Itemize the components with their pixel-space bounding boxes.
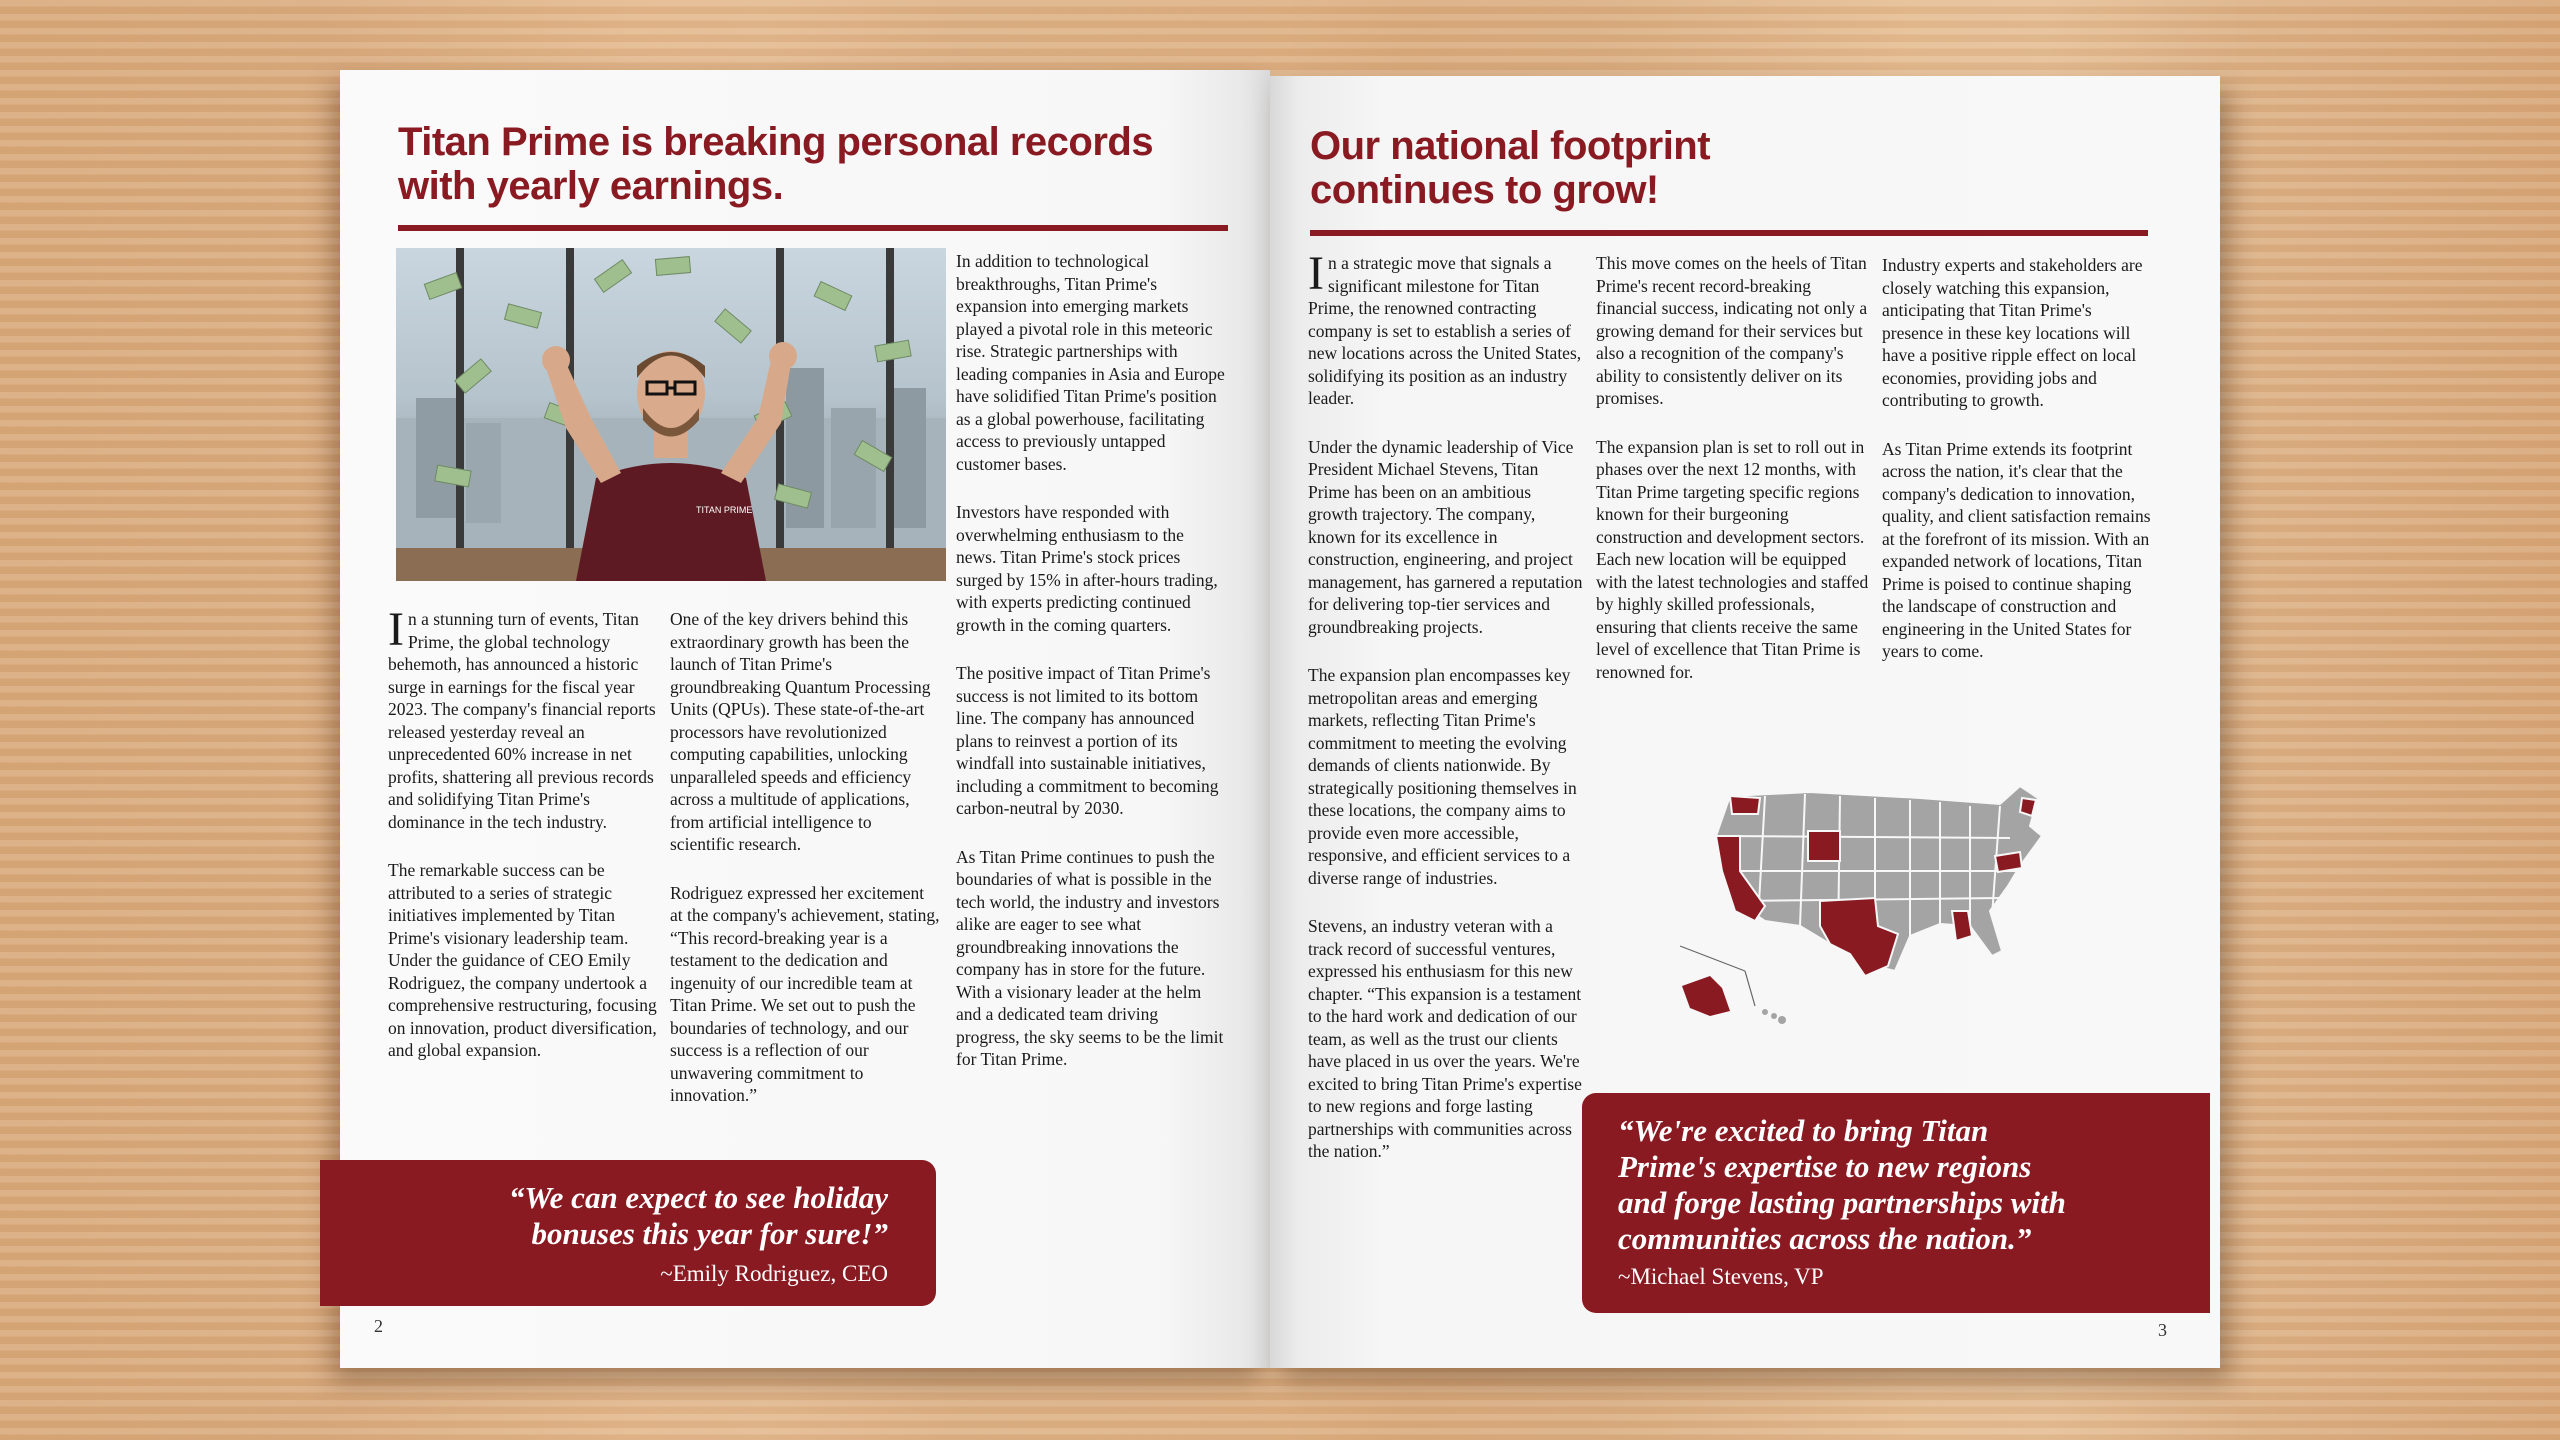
right-col3-para1: Industry experts and stakeholders are closely watching this expansion, anticipating that Titan Prime's presence in these key locations will have a positive ripple effect on local economies, providing jobs and contributing to growth.: [1882, 255, 2143, 410]
left-col2-para1: One of the key drivers behind this extraordinary growth has been the launch of Titan Prime's groundbreaking Quantum Processing Units (QPUs). These state-of-the-art processors have revolutionized computing capabilities, unlocking unparalleled speeds and efficiency across a multitude of applications, from artificial intelligence to scientific research.: [670, 609, 931, 854]
right-headline-rule: [1310, 230, 2148, 236]
right-col2-para1: This move comes on the heels of Titan Prime's recent record-breaking financial success, indicating not only a growing demand for their services but also a recognition of the company's ability to consistently deliver on its promises.: [1596, 253, 1868, 408]
right-headline-line2: continues to grow!: [1310, 168, 1659, 212]
usa-map-svg: [1670, 776, 2070, 1056]
right-col2-para2: The expansion plan is set to roll out in phases over the next 12 months, with Titan Prime targeting specific regions known for their burgeoning construction and development sectors. Each new location will be equipped with the latest technologies and staffed by highly skilled professionals, ensuring that clients receive the same level of excellence that Titan Prime is renowned for.: [1596, 436, 1869, 682]
left-col2-para2: Rodriguez expressed her excitement at the company's achievement, stating, “This record-breaking year is a testament to the dedication and ingenuity of our incredible team at Titan Prime. We set out to push the boundaries of technology, and our success is a reflection of our unwavering commitment to innovation.”: [670, 882, 940, 1105]
right-col-2: [1596, 252, 1871, 709]
left-col-1: [388, 603, 658, 1088]
dropcap: I: [388, 603, 404, 656]
state-virginia: [1995, 852, 2022, 872]
left-headline-line2: with yearly earnings.: [398, 164, 784, 208]
left-col3-para2: Investors have responded with overwhelming enthusiasm to the news. Titan Prime's stock prices surged by 15% in after-hours trading, with experts predicting continued growth in the coming quarters.: [956, 502, 1218, 635]
left-page: [340, 70, 1270, 1368]
right-quote-attribution: ~Michael Stevens, VP: [1618, 1264, 1824, 1289]
left-headline: [398, 120, 1153, 208]
left-quote-attribution: ~Emily Rodriguez, CEO: [660, 1261, 888, 1286]
left-col1-para1: In a stunning turn of events, Titan Prime, the global technology behemoth, has announced a historic surge in earnings for the fiscal year 2023. The company's financial reports released yesterday reveal an unprecedented 60% increase in net profits, shattering all previous records and solidifying Titan Prime's dominance in the tech industry.: [388, 603, 656, 832]
left-col-2: [670, 608, 940, 1133]
left-col3-para1: In addition to technological breakthroughs, Titan Prime's expansion into emerging markets played a pivotal role in this meteoric rise. Strategic partnerships with leading companies in Asia and Europe have solidified Titan Prime's position as a global powerhouse, facilitating access to previously untapped customer bases.: [956, 251, 1225, 474]
left-col3-para4: As Titan Prime continues to push the boundaries of what is possible in the tech world, the industry and investors alike are eager to see what groundbreaking innovations the company has in store for the future. With a visionary leader at the helm and a dedicated team driving progress, the sky seems to be the limit for Titan Prime.: [956, 846, 1224, 1069]
left-headline-line1: Titan Prime is breaking personal records: [398, 120, 1154, 164]
left-pull-quote: [320, 1160, 936, 1306]
hero-photo: [396, 248, 946, 581]
shirt-logo-text: TITAN PRIME: [696, 505, 753, 515]
right-col1-para4: Stevens, an industry veteran with a track record of successful ventures, expressed his enthusiasm for this new chapter. “This expansion is a testament to the hard work and dedication of our team, as well as the trust our clients have placed in us over the years. We're excited to bring Titan Prime's expertise to new regions and forge lasting partnerships with communities across the nation.”: [1308, 916, 1582, 1161]
dropcap: I: [1308, 247, 1324, 300]
right-col1-para3: The expansion plan encompasses key metropolitan areas and emerging markets, reflecting Titan Prime's commitment to meeting the evolving demands of clients nationwide. By strategically positioning themselves in these locations, the company aims to provide even more accessible, responsive, and efficient services to a diverse range of industries.: [1308, 665, 1577, 888]
left-col3-para3: The positive impact of Titan Prime's success is not limited to its bottom line. The company has announced plans to reinvest a portion of its windfall into sustainable initiatives, including a commitment to becoming carbon-neutral by 2030.: [956, 663, 1219, 818]
state-alaska: [1682, 976, 1730, 1016]
right-col-3: [1882, 254, 2157, 689]
right-col-1: [1308, 247, 1583, 1189]
right-col3-para2: As Titan Prime extends its footprint across the nation, it's clear that the company's dedication to innovation, quality, and client satisfaction remains at the forefront of its mission. With an expanded network of locations, Titan Prime is poised to continue shaping the landscape of construction and engineering in the United States for years to come.: [1882, 438, 2151, 661]
right-headline: [1310, 124, 1710, 212]
state-washington: [1730, 796, 1760, 814]
state-colorado: [1808, 831, 1840, 861]
right-page-number: 3: [2158, 1320, 2167, 1340]
state-maine: [2020, 798, 2036, 816]
left-headline-rule: [398, 225, 1228, 231]
left-page-number: 2: [374, 1316, 383, 1336]
hero-photo-illustration: [396, 248, 946, 581]
state-hawaii: [1762, 1009, 1786, 1024]
right-quote-text: “We're excited to bring Titan Prime's expertise to new regions and forge lasting partnerships with communities across the nation.”: [1618, 1113, 2066, 1256]
right-col1-para2: Under the dynamic leadership of Vice President Michael Stevens, Titan Prime has been on an ambitious growth trajectory. The company, known for its excellence in construction, engineering, and project management, has garnered a reputation for delivering top-tier services and groundbreaking projects.: [1308, 436, 1583, 637]
state-georgia: [1952, 911, 1972, 941]
right-pull-quote: [1582, 1093, 2210, 1313]
right-col1-para1: In a strategic move that signals a significant milestone for Titan Prime, the renowned contracting company is set to establish a series of new locations across the United States, solidifying its position as an industry leader.: [1308, 247, 1582, 408]
right-page: [1270, 76, 2220, 1368]
left-col-3: [956, 250, 1226, 1097]
left-col1-para2: The remarkable success can be attributed to a series of strategic initiatives implemented by Titan Prime's visionary leadership team. Under the guidance of CEO Emily Rodriguez, the company undertook a comprehensive restructuring, focusing on innovation, product diversification, and global expansion.: [388, 860, 657, 1060]
usa-map: [1670, 776, 2070, 1056]
left-quote-text: “We can expect to see holiday bonuses this year for sure!”: [508, 1180, 888, 1251]
right-headline-line1: Our national footprint: [1310, 124, 1711, 168]
